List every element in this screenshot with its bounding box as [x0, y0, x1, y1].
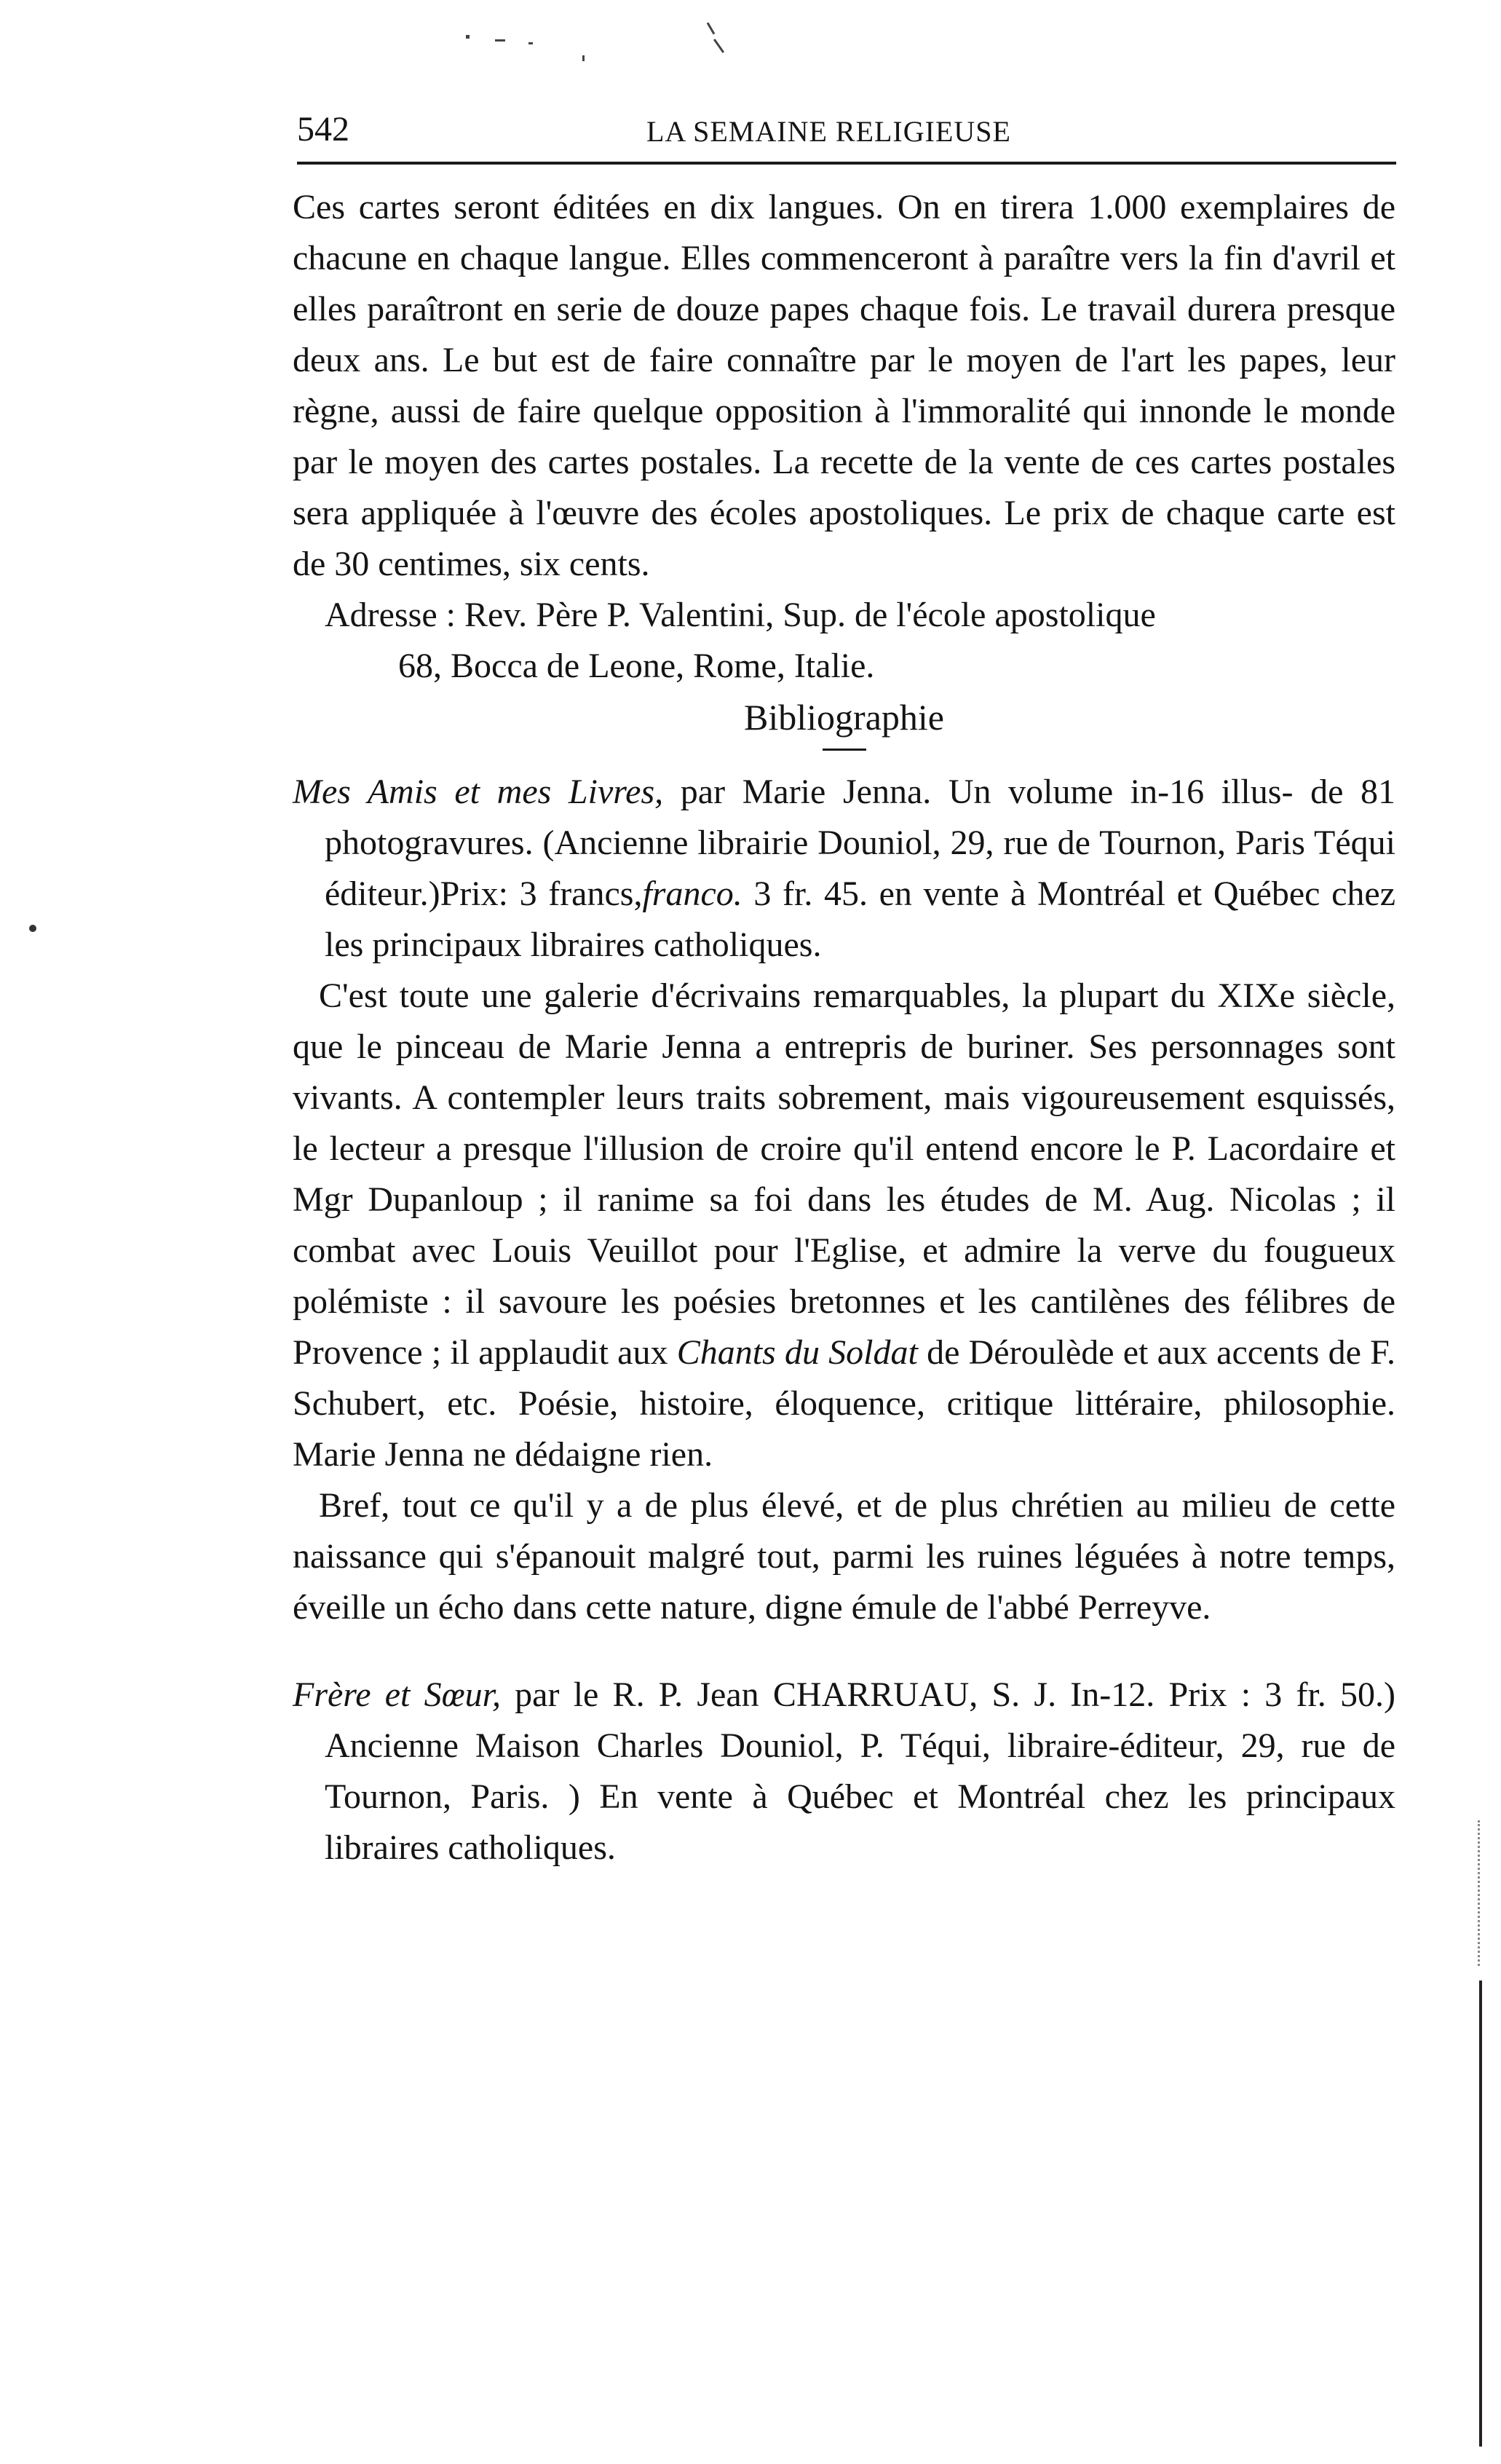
running-title: LA SEMAINE RELIGIEUSE [646, 115, 1011, 148]
address-line: Adresse : Rev. Père P. Valentini, Sup. de l'école apostolique [325, 596, 1156, 634]
header-rule [297, 162, 1396, 165]
bibliography-entry [293, 1670, 1395, 1873]
page-body [293, 182, 1395, 1873]
book-details: par Marie Jenna. Un volume in-16 illus- de 81 photogravures. (Ancienne librairie Douniol, 29, rue de Tournon, Paris Téqui éditeur.)Prix: 3 francs, [325, 773, 1396, 913]
page-number: 542 [297, 110, 349, 149]
book-details: par le R. P. Jean CHARRUAU, S. J. In-12. Prix : 3 fr. 50.) Ancienne Maison Charles Douniol, P. Téqui, libraire-éditeur, 29, rue de Tournon, Paris. ) En vente à Québec et Montréal chez les principaux libraires catholiques. [325, 1675, 1395, 1867]
bibliography-entry [293, 767, 1395, 971]
work-title: Chants du Soldat [676, 1333, 918, 1372]
page-header [297, 108, 1396, 159]
margin-dots [1478, 1820, 1481, 1966]
margin-line [1479, 1981, 1482, 2447]
article-paragraph: Ces cartes seront éditées en dix langues. On en tirera 1.000 exemplaires de chacune en chaque langue. Elles commenceront à paraître vers la fin d'avril et elles paraîtront en serie de douze papes chaque fois. Le travail durera presque deux ans. Le but est de faire connaître par le moyen de l'art les papes, leur règne, aussi de faire quelque opposition à l'immoralité qui innonde le monde par le moyen des cartes postales. La recette de la vente de ces cartes postales sera appliquée à l'œuvre des écoles apostoliques. Le prix de chaque carte est de 30 centimes, six cents. [293, 188, 1395, 583]
heading-rule [823, 749, 866, 751]
scan-specks [466, 15, 742, 58]
book-details-end: 3 fr. 45. en vente à Montréal et Québec chez les principaux libraires catholiques. [325, 874, 1395, 964]
review-text: C'est toute une galerie d'écrivains remarquables, la plupart du XIXe siècle, que le pinceau de Marie Jenna a entrepris de buriner. Ses personnages sont vivants. A contempler leurs traits sobrement, mais vigoureusement esquissés, le lecteur a presque l'illusion de croire qu'il entend encore le P. Lacordaire et Mgr Dupanloup ; il ranime sa foi dans les études de M. Aug. Nicolas ; il combat avec Louis Veuillot pour l'Eglise, et admire la verve du fougueux polémiste : il savoure les poésies bretonnes et les cantilènes des félibres de Provence ; il applaudit aux [293, 976, 1395, 1372]
review-paragraph [293, 971, 1395, 1480]
entry-spacer [293, 1633, 1395, 1670]
review-text-end: de Déroulède et aux accents de F. Schubert, etc. Poésie, histoire, éloquence, critique littéraire, philosophie. Marie Jenna ne dédaigne rien. [293, 1333, 1396, 1474]
review-paragraph: Bref, tout ce qu'il y a de plus élevé, et de plus chrétien au milieu de cette naissance qui s'épanouit malgré tout, parmi les ruines léguées à notre temps, éveille un écho dans cette nature, digne émule de l'abbé Perreyve. [293, 1486, 1395, 1627]
address-line: 68, Bocca de Leone, Rome, Italie. [398, 647, 875, 685]
margin-mark [29, 925, 36, 932]
book-title: Mes Amis et mes Livres, [293, 773, 664, 811]
franco-label: franco. [642, 874, 742, 913]
section-heading: Bibliographie [744, 697, 944, 738]
book-title: Frère et Sœur, [293, 1675, 501, 1714]
